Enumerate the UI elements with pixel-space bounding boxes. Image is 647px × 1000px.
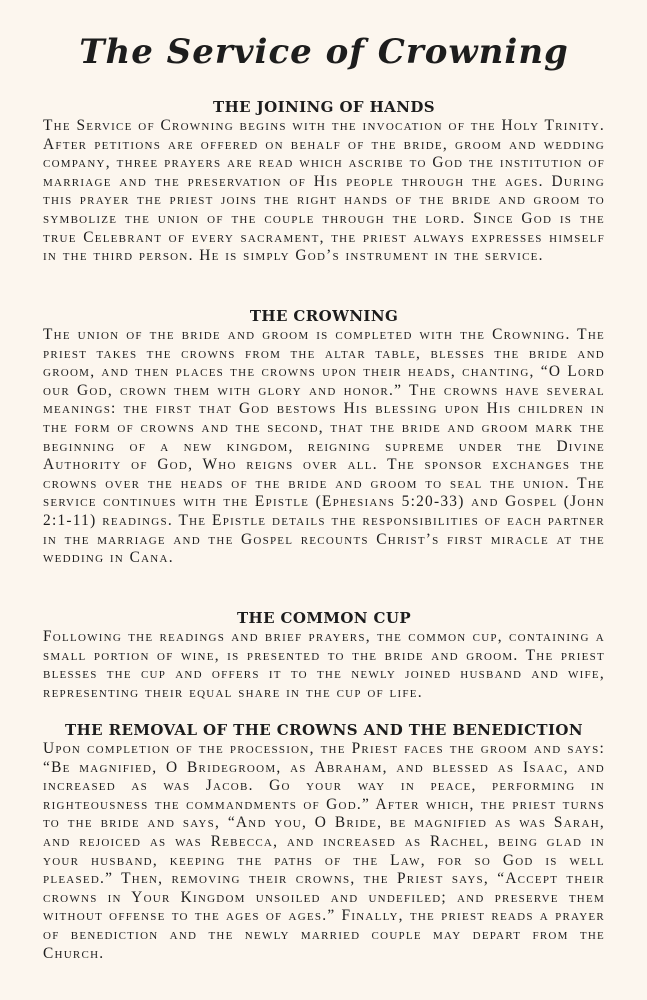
section-common-cup <box>43 608 605 702</box>
section-body: The union of the bride and groom is completed with the Crowning. The priest takes the crowns from the altar table, blesses the bride and groom, and then places the crowns upon their heads, chanting, “O Lord our God, crown them with glory and honor.” The crowns have several meanings: the first that God bestows His blessing upon His children in the form of crowns and the second, that the bride and groom mark the beginning of a new kingdom, reigning supreme under the Divine Authority of God, Who reigns over all. The sponsor exchanges the crowns over the heads of the bride and groom to seal the union. The service continues with the Epistle (Ephesians 5:20-33) and Gospel (John 2:1-11) readings. The Epistle details the responsibilities of each partner in the marriage and the Gospel recounts Christ’s first miracle at the wedding in Cana. <box>43 326 605 567</box>
section-body: Upon completion of the procession, the Priest faces the groom and says: “Be magnified, O Bridegroom, as Abraham, and blessed as Isaac, and increased as was Jacob. Go your way in peace, performing in righteousness the commandments of God.” After which, the priest turns to the bride and says, “And you, O Bride, be magnified as was Sarah, and rejoiced as was Rebecca, and increased as Rachel, being glad in your husband, keeping the paths of the Law, for so God is well pleased.” Then, removing their crowns, the Priest says, “Accept their crowns in Your Kingdom unsoiled and undefiled; and preserve them without offense to the ages of ages.” Finally, the priest reads a prayer of benediction and the newly married couple may depart from the Church. <box>43 740 605 962</box>
section-heading: THE COMMON CUP <box>236 609 412 627</box>
section-heading: THE CROWNING <box>249 307 399 325</box>
section-removal-of-crowns <box>43 720 605 963</box>
section-crowning <box>43 306 605 568</box>
section-heading: THE JOINING OF HANDS <box>213 98 435 116</box>
section-body: The Service of Crowning begins with the invocation of the Holy Trinity. After petitions are offered on behalf of the bride, groom and wedding company, three prayers are read which ascribe to God the institution of marriage and the preservation of His people through the ages. During this prayer the priest joins the right hands of the bride and groom to symbolize the union of the couple through the lord. Since God is the true Celebrant of every sacrament, the priest always expresses himself in the third person. He is simply God’s instrument in the service. <box>43 117 605 265</box>
section-body: Following the readings and brief prayers, the common cup, containing a small portion of wine, is presented to the bride and groom. The priest blesses the cup and offers it to the newly joined husband and wife, representing their equal share in the cup of life. <box>43 628 605 701</box>
page-title: The Service of Crowning <box>79 32 569 72</box>
section-heading: THE REMOVAL OF THE CROWNS AND THE BENEDICTION <box>65 721 583 739</box>
section-joining-of-hands <box>43 97 605 266</box>
